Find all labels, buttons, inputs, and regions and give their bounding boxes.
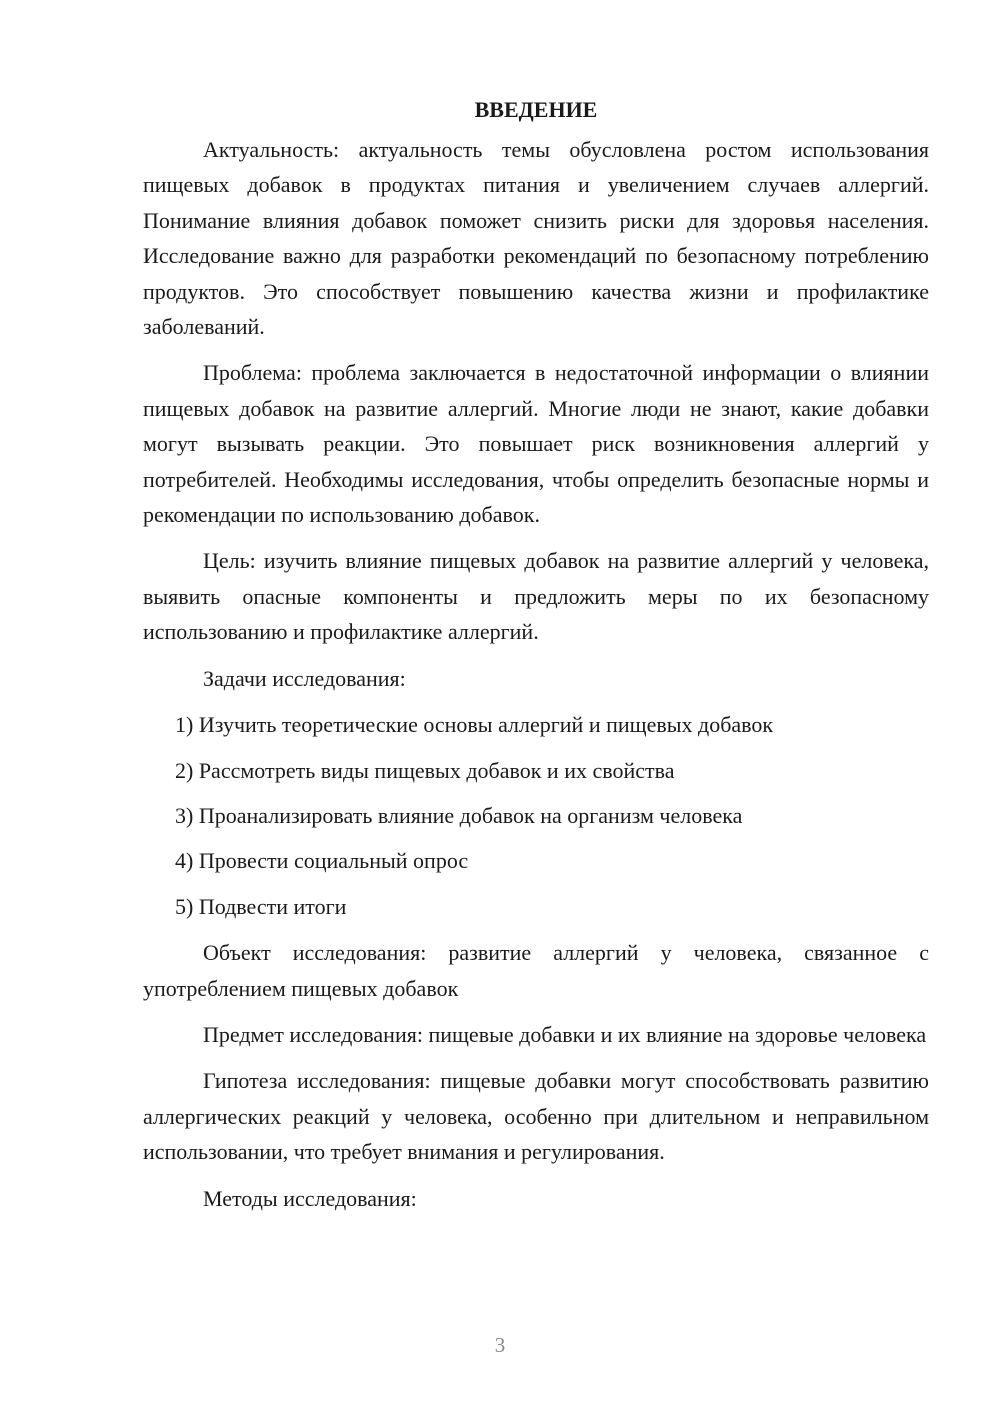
tasks-heading: Задачи исследования: <box>203 665 406 691</box>
paragraph-object: Объект исследования: развитие аллергий у человека, связанное с употреблением пищевых добавок <box>143 940 929 1001</box>
document-page <box>143 92 929 1227</box>
tasks-list <box>143 707 929 924</box>
list-item: 3) Проанализировать влияние добавок на организм человека <box>175 802 743 828</box>
page-number: 3 <box>494 1333 506 1357</box>
paragraph-goal: Цель: изучить влияние пищевых добавок на развитие аллергий у человека, выявить опасные компоненты и предложить меры по их безопасному использованию и профилактике аллергий. <box>143 548 929 645</box>
list-item: 1) Изучить теоретические основы аллергий и пищевых добавок <box>175 712 774 738</box>
list-item: 4) Провести социальный опрос <box>175 848 469 874</box>
section-title: ВВЕДЕНИЕ <box>474 97 598 122</box>
paragraph-relevance: Актуальность: актуальность темы обусловлена ростом использования пищевых добавок в продуктах питания и увеличением случаев аллергий. Понимание влияния добавок поможет снизить риски для здоровья населения. Исследование важно для разработки рекомендаций по безопасному потреблению продуктов. Это способствует повышению качества жизни и профилактике заболеваний. <box>143 137 929 340</box>
methods-heading: Методы исследования: <box>203 1185 417 1211</box>
paragraph-problem: Проблема: проблема заключается в недостаточной информации о влиянии пищевых добавок на развитие аллергий. Многие люди не знают, какие добавки могут вызывать реакции. Это повышает риск возникновения аллергий у потребителей. Необходимы исследования, чтобы определить безопасные нормы и рекомендации по использованию добавок. <box>143 360 929 528</box>
paragraph-hypothesis: Гипотеза исследования: пищевые добавки могут способствовать развитию аллергических реакций у человека, особенно при длительном и неправильном использовании, что требует внимания и регулирования. <box>143 1068 929 1165</box>
list-item: 2) Рассмотреть виды пищевых добавок и их свойства <box>175 757 675 783</box>
list-item: 5) Подвести итоги <box>175 893 347 919</box>
paragraph-subject: Предмет исследования: пищевые добавки и их влияние на здоровье человека <box>203 1021 927 1047</box>
